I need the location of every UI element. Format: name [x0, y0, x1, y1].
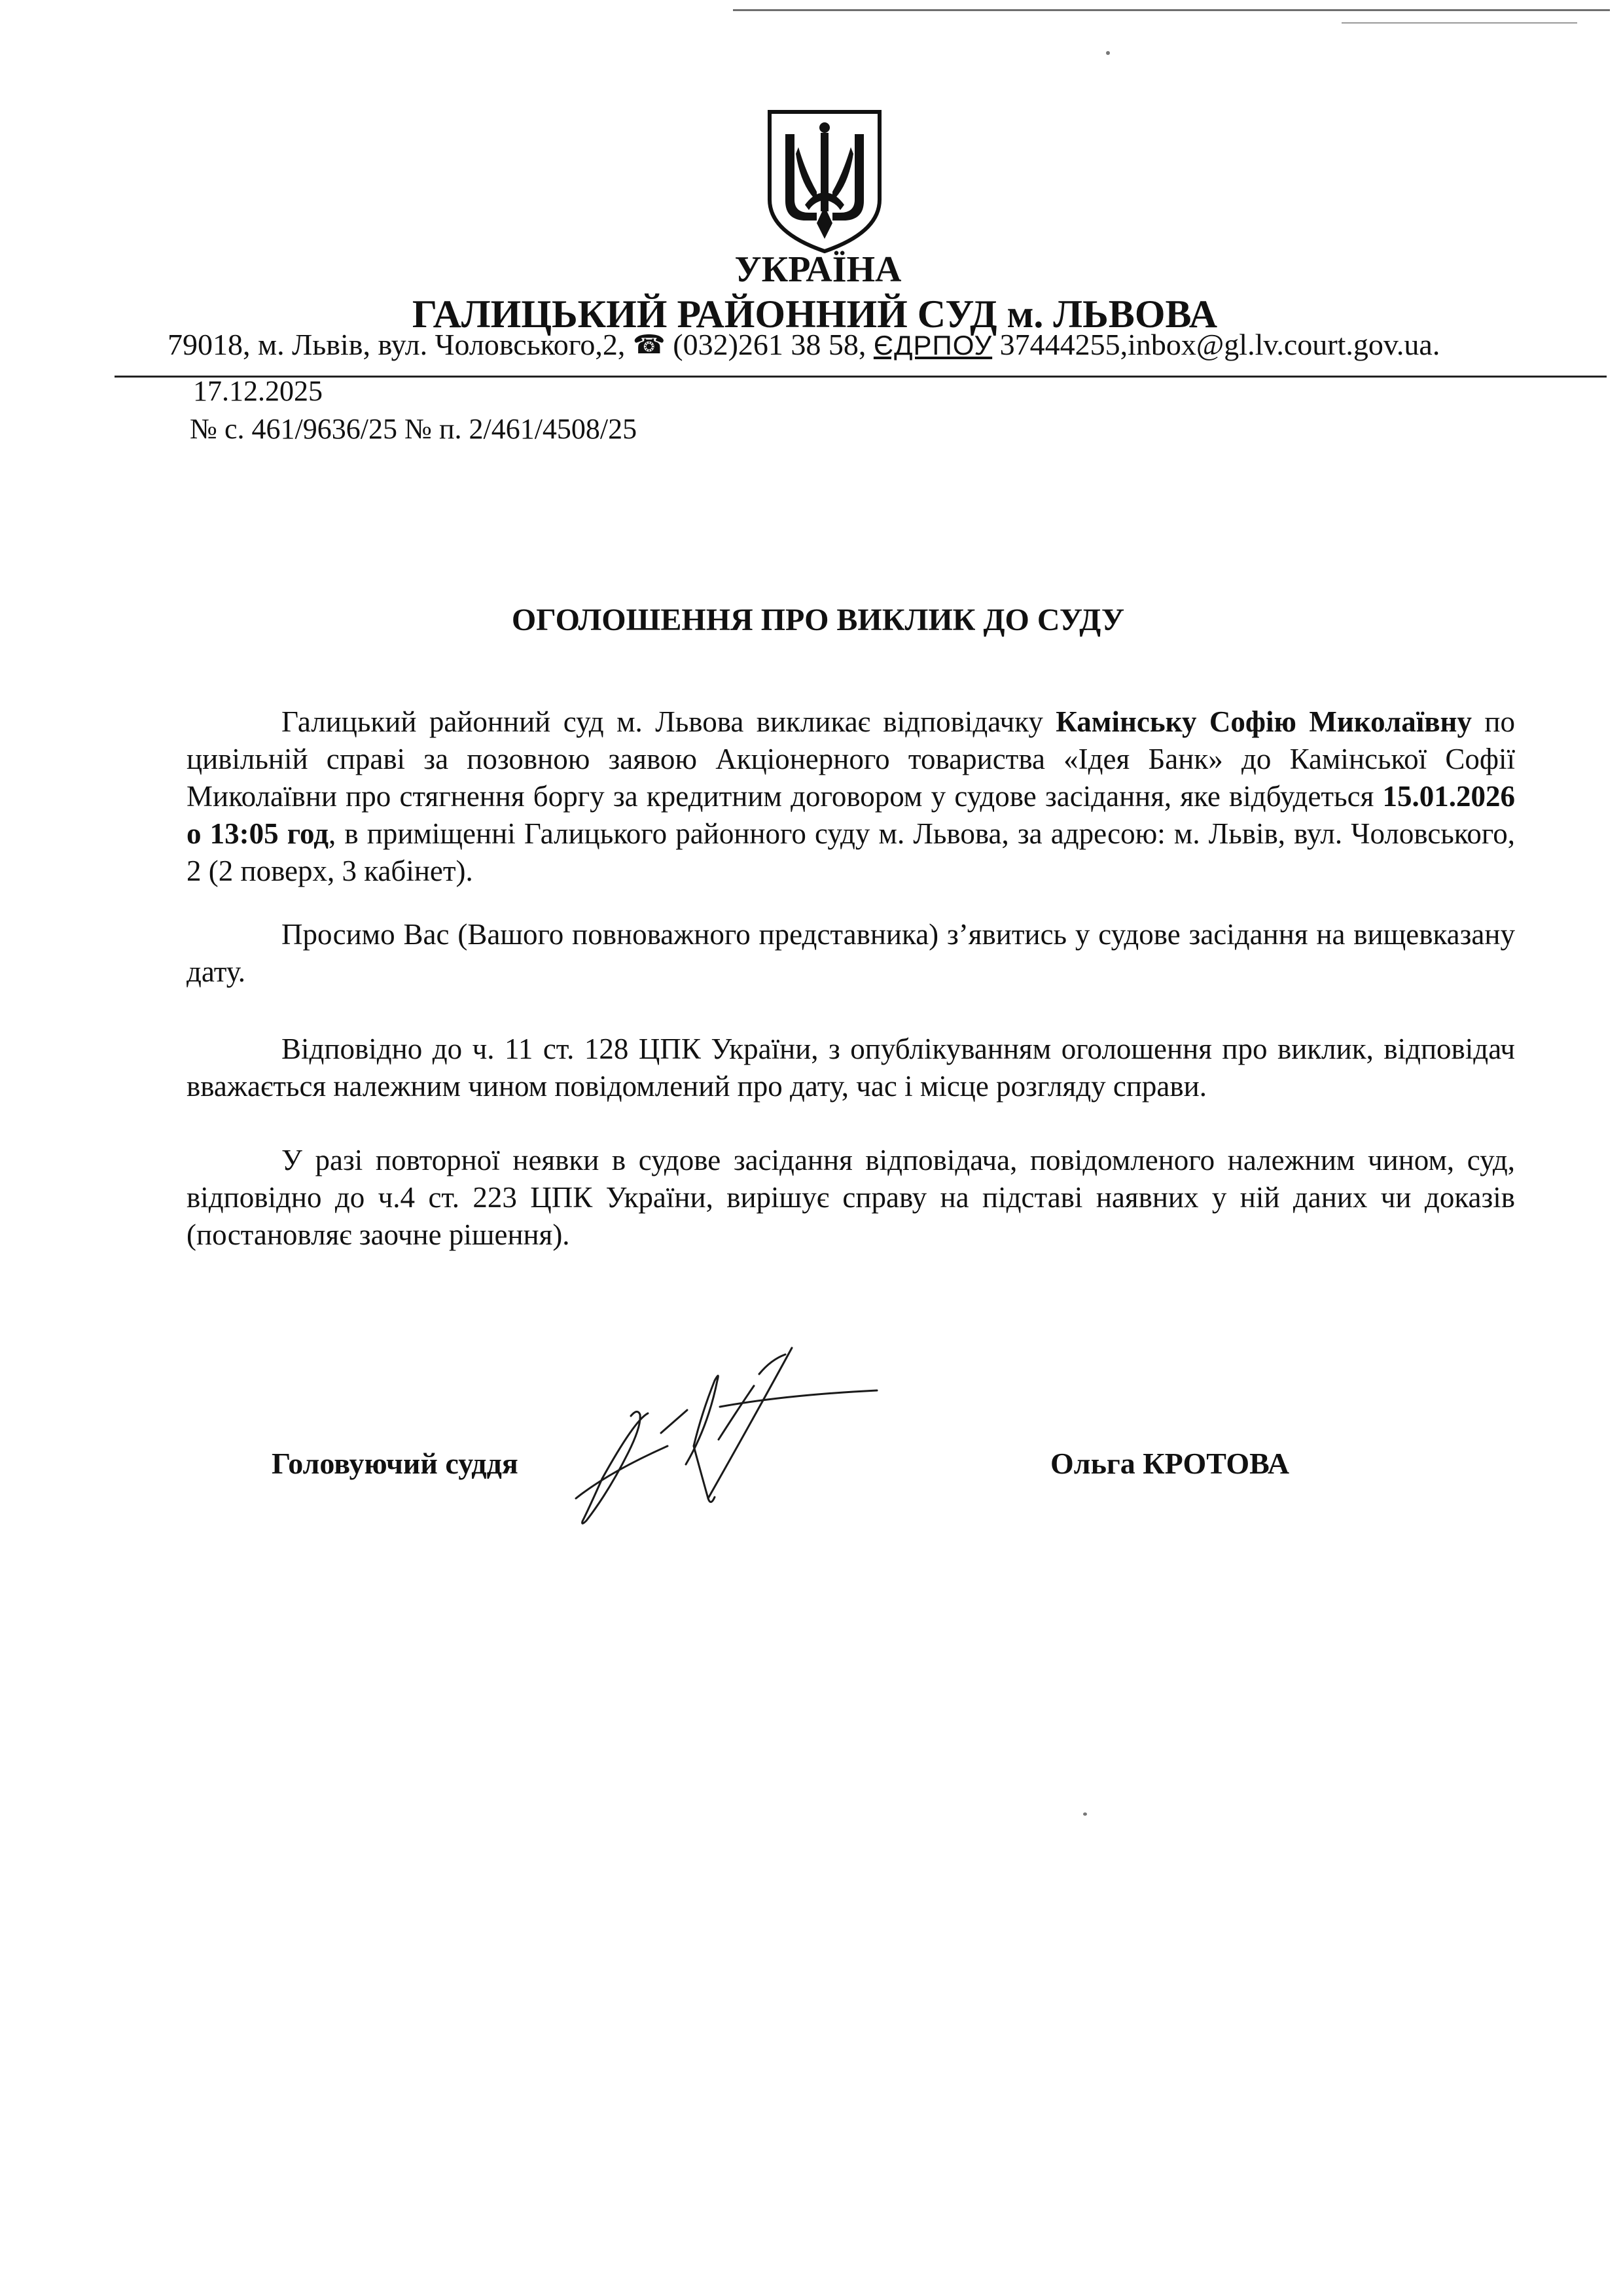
judge-title: Головуючий суддя [272, 1447, 518, 1480]
country-name: УКРАЇНА [734, 249, 902, 290]
body-paragraph-default: У разі повторної неявки в судове засідання відповідача, повідомленого належним чином, суд, відповідно до ч.4 ст. 223 ЦПК України, вирішує справу на підставі наявних у ній даних чи доказів (постановляє заочне рішення). [187, 1144, 1515, 1251]
case-numbers: № с. 461/9636/25 № п. 2/461/4508/25 [190, 413, 637, 445]
hearing-datetime: 15.01.2026 о 13:05 год [187, 780, 1515, 850]
scan-speck [1083, 1812, 1087, 1816]
trident-coat-of-arms-icon [766, 108, 883, 255]
court-address: 79018, м. Львів, вул. Чоловського,2, [168, 328, 633, 361]
handwritten-signature [563, 1335, 903, 1531]
document-title: ОГОЛОШЕННЯ ПРО ВИКЛИК ДО СУДУ [511, 603, 1125, 637]
para-text: по цивільній справі за позовною заявою Акціонерного товариства «Ідея Банк» до Камінської Софії Миколаївни про стягнення боргу за кредитним договором у судове засідання, яке відбудеться [187, 705, 1515, 813]
body-paragraph-summons [187, 703, 1515, 890]
body-paragraph-notice: Відповідно до ч. 11 ст. 128 ЦПК України, з опублікуванням оголошення про виклик, відповідач вважається належним чином повідомлений про дату, час і місце розгляду справи. [187, 1033, 1515, 1103]
judge-name: Ольга КРОТОВА [1050, 1447, 1290, 1480]
header-divider [115, 376, 1607, 378]
court-contact-line [168, 327, 1575, 362]
para-text: , в приміщенні Галицького районного суду м. Львова, за адресою: м. Львів, вул. Чоловського, 2 (2 поверх, 3 кабінет). [187, 817, 1515, 887]
para-text: Галицький районний суд м. Львова викликає відповідачку [281, 705, 1056, 738]
edrpou-label: ЄДРПОУ [873, 330, 993, 361]
document-date: 17.12.2025 [193, 375, 323, 407]
scan-edge-line [733, 9, 1610, 11]
court-name: ГАЛИЦЬКИЙ РАЙОННИЙ СУД м. ЛЬВОВА [412, 292, 1218, 336]
defendant-name: Камінську Софію Миколаївну [1056, 705, 1472, 738]
telephone-icon: ☎ [632, 330, 666, 359]
body-paragraph-request: Просимо Вас (Вашого повноважного представника) з’явитись у судове засідання на вищевказану дату. [187, 918, 1515, 988]
scan-speck [1106, 51, 1110, 55]
court-phone: (032)261 38 58, [673, 328, 866, 361]
scan-edge-line [1342, 22, 1577, 24]
edrpou-and-email: 37444255,inbox@gl.lv.court.gov.ua. [992, 328, 1440, 361]
